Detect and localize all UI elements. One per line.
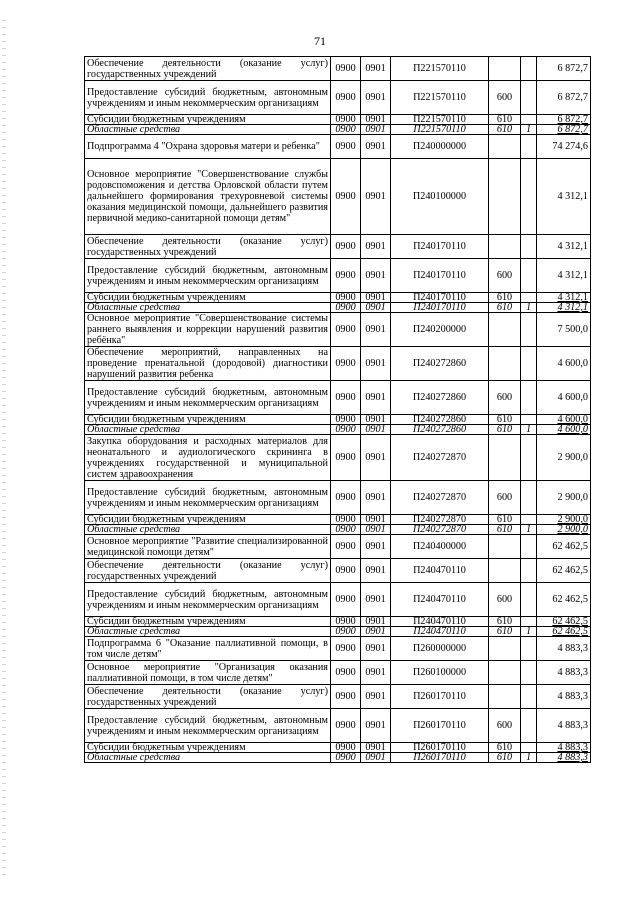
subsection-code: 0901 — [361, 313, 391, 347]
source-code — [521, 115, 537, 125]
row-name: Обеспечение мероприятий, направленных на проведение пренатальной (дородовой) диагностики нарушений развития ребенка — [85, 347, 331, 381]
row-name: Областные средства — [85, 125, 331, 135]
table-row — [85, 303, 591, 313]
section-code: 0900 — [331, 381, 361, 415]
target-article-code: П240170110 — [391, 303, 489, 313]
target-article-code: П240400000 — [391, 535, 489, 559]
table-row — [85, 415, 591, 425]
expense-type-code — [489, 57, 521, 81]
subsection-code: 0901 — [361, 381, 391, 415]
amount: 4 883,3 — [537, 709, 591, 743]
expense-type-code: 610 — [489, 425, 521, 435]
target-article-code: П260000000 — [391, 637, 489, 661]
target-article-code: П240000000 — [391, 135, 489, 159]
section-code: 0900 — [331, 661, 361, 685]
subsection-code: 0901 — [361, 515, 391, 525]
expense-type-code: 610 — [489, 303, 521, 313]
source-code: 1 — [521, 425, 537, 435]
row-name: Закупка оборудования и расходных материалов для неонатального и аудиологического скрининга в учреждениях государственной и муниципальной систем здравоохранения — [85, 435, 331, 481]
expense-type-code — [489, 313, 521, 347]
table-row — [85, 293, 591, 303]
table-row — [85, 709, 591, 743]
subsection-code: 0901 — [361, 525, 391, 535]
section-code: 0900 — [331, 515, 361, 525]
target-article-code: П240200000 — [391, 313, 489, 347]
source-code — [521, 743, 537, 753]
scan-margin-marks — [2, 20, 6, 880]
expense-type-code: 610 — [489, 525, 521, 535]
expense-type-code: 600 — [489, 259, 521, 293]
source-code — [521, 637, 537, 661]
source-code — [521, 617, 537, 627]
target-article-code: П240470110 — [391, 627, 489, 637]
amount: 6 872,7 — [537, 81, 591, 115]
target-article-code: П240100000 — [391, 159, 489, 235]
amount: 62 462,5 — [537, 535, 591, 559]
expense-type-code — [489, 159, 521, 235]
target-article-code: П240272860 — [391, 415, 489, 425]
section-code: 0900 — [331, 627, 361, 637]
row-name: Предоставление субсидий бюджетным, автономным учреждениям и иным некоммерческим организациям — [85, 381, 331, 415]
row-name: Основное мероприятие "Организация оказания паллиативной помощи, в том числе детям" — [85, 661, 331, 685]
expense-type-code: 610 — [489, 515, 521, 525]
amount: 4 883,3 — [537, 743, 591, 753]
subsection-code: 0901 — [361, 637, 391, 661]
subsection-code: 0901 — [361, 661, 391, 685]
subsection-code: 0901 — [361, 347, 391, 381]
table-row — [85, 685, 591, 709]
table-row — [85, 125, 591, 135]
section-code: 0900 — [331, 347, 361, 381]
table-row — [85, 115, 591, 125]
source-code: 1 — [521, 303, 537, 313]
expense-type-code — [489, 435, 521, 481]
amount: 6 872,7 — [537, 115, 591, 125]
source-code — [521, 415, 537, 425]
amount: 4 600,0 — [537, 415, 591, 425]
section-code: 0900 — [331, 583, 361, 617]
row-name: Областные средства — [85, 753, 331, 763]
section-code: 0900 — [331, 125, 361, 135]
section-code: 0900 — [331, 425, 361, 435]
source-code — [521, 435, 537, 481]
source-code — [521, 583, 537, 617]
section-code: 0900 — [331, 235, 361, 259]
amount: 4 600,0 — [537, 425, 591, 435]
subsection-code: 0901 — [361, 617, 391, 627]
table-row — [85, 583, 591, 617]
expense-type-code: 600 — [489, 81, 521, 115]
expense-type-code: 600 — [489, 583, 521, 617]
amount: 2 900,0 — [537, 515, 591, 525]
section-code: 0900 — [331, 303, 361, 313]
row-name: Предоставление субсидий бюджетным, автономным учреждениям и иным некоммерческим организациям — [85, 583, 331, 617]
table-row — [85, 347, 591, 381]
expense-type-code: 610 — [489, 753, 521, 763]
subsection-code: 0901 — [361, 293, 391, 303]
amount: 62 462,5 — [537, 583, 591, 617]
row-name: Областные средства — [85, 425, 331, 435]
expense-type-code: 610 — [489, 617, 521, 627]
amount: 4 312,1 — [537, 303, 591, 313]
expense-type-code: 610 — [489, 415, 521, 425]
amount: 4 883,3 — [537, 637, 591, 661]
section-code: 0900 — [331, 743, 361, 753]
section-code: 0900 — [331, 259, 361, 293]
table-row — [85, 525, 591, 535]
source-code — [521, 661, 537, 685]
subsection-code: 0901 — [361, 235, 391, 259]
row-name: Предоставление субсидий бюджетным, автономным учреждениям и иным некоммерческим организациям — [85, 481, 331, 515]
subsection-code: 0901 — [361, 481, 391, 515]
table-row — [85, 515, 591, 525]
subsection-code: 0901 — [361, 115, 391, 125]
target-article-code: П221570110 — [391, 115, 489, 125]
source-code: 1 — [521, 525, 537, 535]
target-article-code: П240272870 — [391, 481, 489, 515]
section-code: 0900 — [331, 637, 361, 661]
row-name: Предоставление субсидий бюджетным, автономным учреждениям и иным некоммерческим организациям — [85, 259, 331, 293]
row-name: Обеспечение деятельности (оказание услуг) государственных учреждений — [85, 685, 331, 709]
amount: 4 600,0 — [537, 381, 591, 415]
source-code — [521, 709, 537, 743]
subsection-code: 0901 — [361, 685, 391, 709]
subsection-code: 0901 — [361, 125, 391, 135]
section-code: 0900 — [331, 709, 361, 743]
table-row — [85, 637, 591, 661]
expense-type-code — [489, 637, 521, 661]
amount: 4 312,1 — [537, 259, 591, 293]
amount: 6 872,7 — [537, 125, 591, 135]
source-code — [521, 135, 537, 159]
expense-type-code — [489, 559, 521, 583]
subsection-code: 0901 — [361, 709, 391, 743]
budget-table — [84, 56, 591, 763]
row-name: Основное мероприятие "Совершенствование службы родовспоможения и детства Орловской области путем дальнейшего формирования трехуровневой системы оказания медицинской помощи, дальнейшего развития первичной медико-санитарной помощи детям" — [85, 159, 331, 235]
section-code: 0900 — [331, 617, 361, 627]
table-row — [85, 617, 591, 627]
source-code: 1 — [521, 125, 537, 135]
section-code: 0900 — [331, 753, 361, 763]
subsection-code: 0901 — [361, 81, 391, 115]
table-row — [85, 753, 591, 763]
source-code — [521, 259, 537, 293]
row-name: Областные средства — [85, 525, 331, 535]
subsection-code: 0901 — [361, 135, 391, 159]
row-name: Субсидии бюджетным учреждениям — [85, 115, 331, 125]
row-name: Субсидии бюджетным учреждениям — [85, 743, 331, 753]
row-name: Субсидии бюджетным учреждениям — [85, 515, 331, 525]
source-code — [521, 235, 537, 259]
row-name: Субсидии бюджетным учреждениям — [85, 415, 331, 425]
row-name: Основное мероприятие "Совершенствование системы раннего выявления и коррекции нарушений развития ребёнка" — [85, 313, 331, 347]
section-code: 0900 — [331, 415, 361, 425]
row-name: Областные средства — [85, 627, 331, 637]
source-code — [521, 685, 537, 709]
amount: 7 500,0 — [537, 313, 591, 347]
expense-type-code: 600 — [489, 709, 521, 743]
source-code: 1 — [521, 627, 537, 637]
subsection-code: 0901 — [361, 583, 391, 617]
expense-type-code: 610 — [489, 627, 521, 637]
target-article-code: П240170110 — [391, 293, 489, 303]
table-row — [85, 381, 591, 415]
amount: 2 900,0 — [537, 435, 591, 481]
source-code — [521, 559, 537, 583]
source-code — [521, 535, 537, 559]
subsection-code: 0901 — [361, 259, 391, 293]
section-code: 0900 — [331, 535, 361, 559]
target-article-code: П260170110 — [391, 753, 489, 763]
target-article-code: П240272860 — [391, 381, 489, 415]
row-name: Основное мероприятие "Развитие специализированной медицинской помощи детям" — [85, 535, 331, 559]
subsection-code: 0901 — [361, 425, 391, 435]
subsection-code: 0901 — [361, 627, 391, 637]
table-row — [85, 559, 591, 583]
amount: 4 600,0 — [537, 347, 591, 381]
source-code — [521, 381, 537, 415]
amount: 4 312,1 — [537, 235, 591, 259]
section-code: 0900 — [331, 525, 361, 535]
source-code — [521, 515, 537, 525]
amount: 62 462,5 — [537, 617, 591, 627]
subsection-code: 0901 — [361, 415, 391, 425]
amount: 4 883,3 — [537, 685, 591, 709]
expense-type-code — [489, 135, 521, 159]
budget-table-body — [85, 57, 591, 763]
table-row — [85, 159, 591, 235]
target-article-code: П240272870 — [391, 435, 489, 481]
subsection-code: 0901 — [361, 57, 391, 81]
amount: 4 883,3 — [537, 661, 591, 685]
row-name: Подпрограмма 4 "Охрана здоровья матери и ребенка" — [85, 135, 331, 159]
row-name: Областные средства — [85, 303, 331, 313]
section-code: 0900 — [331, 685, 361, 709]
section-code: 0900 — [331, 159, 361, 235]
amount: 74 274,6 — [537, 135, 591, 159]
expense-type-code: 600 — [489, 381, 521, 415]
row-name: Подпрограмма 6 "Оказание паллиативной помощи, в том числе детям" — [85, 637, 331, 661]
section-code: 0900 — [331, 481, 361, 515]
source-code — [521, 293, 537, 303]
table-row — [85, 259, 591, 293]
table-row — [85, 425, 591, 435]
subsection-code: 0901 — [361, 559, 391, 583]
section-code: 0900 — [331, 135, 361, 159]
target-article-code: П240272860 — [391, 425, 489, 435]
source-code — [521, 57, 537, 81]
target-article-code: П240272870 — [391, 515, 489, 525]
row-name: Предоставление субсидий бюджетным, автономным учреждениям и иным некоммерческим организациям — [85, 81, 331, 115]
section-code: 0900 — [331, 559, 361, 583]
amount: 62 462,5 — [537, 559, 591, 583]
subsection-code: 0901 — [361, 159, 391, 235]
target-article-code: П240470110 — [391, 583, 489, 617]
source-code — [521, 481, 537, 515]
expense-type-code: 610 — [489, 115, 521, 125]
amount: 4 312,1 — [537, 293, 591, 303]
table-row — [85, 435, 591, 481]
expense-type-code — [489, 347, 521, 381]
amount: 4 312,1 — [537, 159, 591, 235]
source-code — [521, 159, 537, 235]
source-code — [521, 313, 537, 347]
subsection-code: 0901 — [361, 435, 391, 481]
source-code: 1 — [521, 753, 537, 763]
row-name: Предоставление субсидий бюджетным, автономным учреждениям и иным некоммерческим организациям — [85, 709, 331, 743]
target-article-code: П260170110 — [391, 685, 489, 709]
row-name: Обеспечение деятельности (оказание услуг) государственных учреждений — [85, 559, 331, 583]
amount: 62 462,5 — [537, 627, 591, 637]
row-name: Субсидии бюджетным учреждениям — [85, 617, 331, 627]
target-article-code: П240272860 — [391, 347, 489, 381]
subsection-code: 0901 — [361, 535, 391, 559]
page-number: 71 — [314, 34, 326, 48]
table-row — [85, 313, 591, 347]
target-article-code: П240170110 — [391, 235, 489, 259]
table-row — [85, 57, 591, 81]
expense-type-code — [489, 685, 521, 709]
subsection-code: 0901 — [361, 743, 391, 753]
table-row — [85, 661, 591, 685]
table-row — [85, 81, 591, 115]
target-article-code: П240170110 — [391, 259, 489, 293]
target-article-code: П221570110 — [391, 57, 489, 81]
section-code: 0900 — [331, 57, 361, 81]
table-row — [85, 535, 591, 559]
target-article-code: П221570110 — [391, 125, 489, 135]
subsection-code: 0901 — [361, 303, 391, 313]
table-row — [85, 135, 591, 159]
amount: 6 872,7 — [537, 57, 591, 81]
expense-type-code: 610 — [489, 293, 521, 303]
expense-type-code — [489, 535, 521, 559]
expense-type-code: 610 — [489, 125, 521, 135]
source-code — [521, 81, 537, 115]
expense-type-code — [489, 235, 521, 259]
amount: 2 900,0 — [537, 525, 591, 535]
table-row — [85, 481, 591, 515]
section-code: 0900 — [331, 81, 361, 115]
target-article-code: П240470110 — [391, 559, 489, 583]
target-article-code: П240470110 — [391, 617, 489, 627]
target-article-code: П221570110 — [391, 81, 489, 115]
source-code — [521, 347, 537, 381]
amount: 4 883,3 — [537, 753, 591, 763]
row-name: Обеспечение деятельности (оказание услуг) государственных учреждений — [85, 235, 331, 259]
target-article-code: П260170110 — [391, 709, 489, 743]
section-code: 0900 — [331, 115, 361, 125]
section-code: 0900 — [331, 313, 361, 347]
section-code: 0900 — [331, 293, 361, 303]
expense-type-code — [489, 661, 521, 685]
target-article-code: П260170110 — [391, 743, 489, 753]
table-row — [85, 743, 591, 753]
row-name: Субсидии бюджетным учреждениям — [85, 293, 331, 303]
amount: 2 900,0 — [537, 481, 591, 515]
table-row — [85, 627, 591, 637]
subsection-code: 0901 — [361, 753, 391, 763]
table-row — [85, 235, 591, 259]
target-article-code: П240272870 — [391, 525, 489, 535]
section-code: 0900 — [331, 435, 361, 481]
target-article-code: П260100000 — [391, 661, 489, 685]
expense-type-code: 600 — [489, 481, 521, 515]
expense-type-code: 610 — [489, 743, 521, 753]
row-name: Обеспечение деятельности (оказание услуг) государственных учреждений — [85, 57, 331, 81]
